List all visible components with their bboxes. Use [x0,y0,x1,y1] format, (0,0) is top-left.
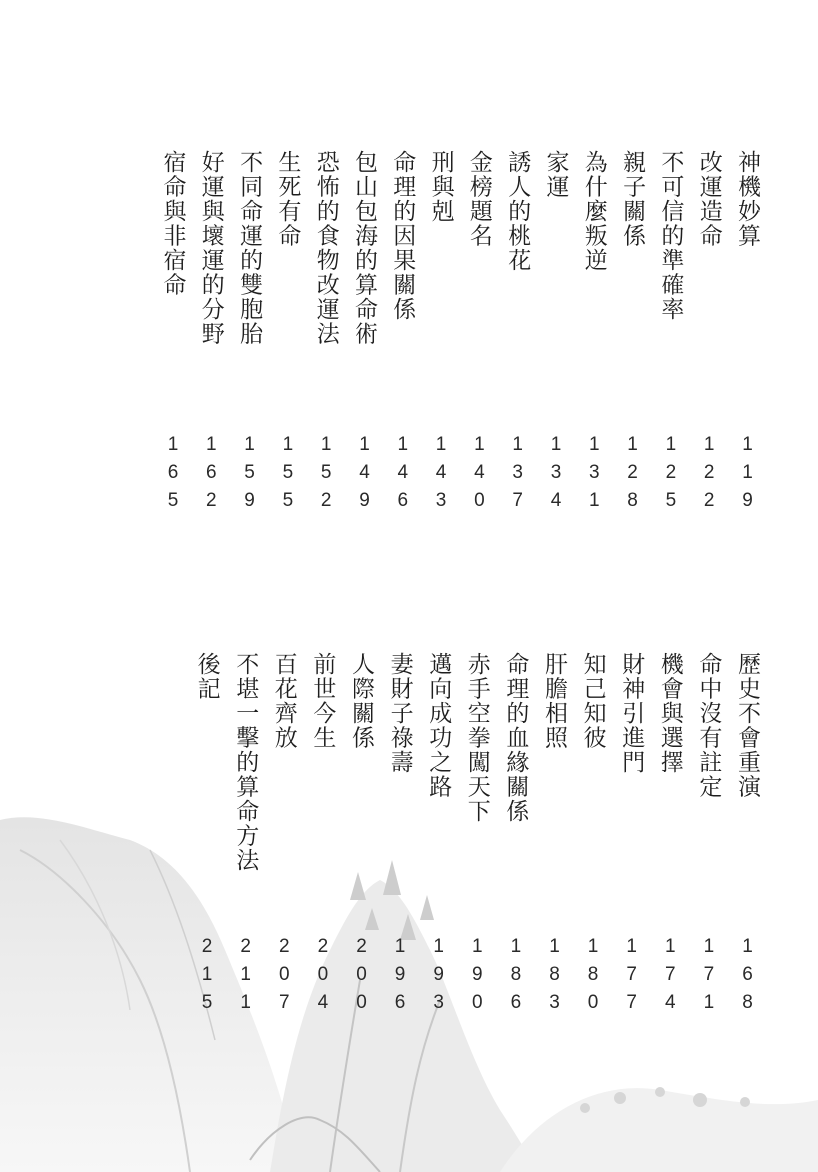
toc-entry-page-number: 140 [468,434,490,518]
toc-entry-title: 誘人的桃花 [504,150,531,273]
toc-entry-page-number: 162 [200,434,222,518]
toc-entry-page-number: 183 [544,936,565,1020]
toc-entry-title: 歷史不會重演 [734,652,760,799]
toc-entry-title: 後記 [193,652,220,701]
toc-entry-page-number: 125 [660,434,682,518]
toc-entry-page-number: 190 [466,936,488,1020]
toc-entry-page-number: 177 [621,936,643,1020]
toc-entry-title: 肝膽相照 [541,652,567,750]
toc-entry-title: 不同命運的雙胞胎 [236,150,263,346]
toc-entry-page-number: 168 [737,936,758,1020]
toc-entry-title: 知己知彼 [579,652,606,750]
toc-entry-page-number: 200 [351,936,372,1020]
toc-entry-title: 百花齊放 [270,652,297,750]
toc-entry-page-number: 155 [277,434,299,518]
toc-entry-page-number: 134 [545,434,567,518]
toc-entry-title: 恐怖的食物改運法 [312,150,339,346]
toc-entry-title: 包山包海的算命術 [351,150,377,346]
toc-entry-page-number: 211 [235,936,257,1020]
toc-entry-page-number: 171 [698,936,720,1020]
toc-entry-page-number: 149 [354,434,375,518]
toc-entry-title: 命理的因果關係 [389,150,416,322]
toc-entry-title: 好運與壞運的分野 [197,150,224,346]
toc-entry-title: 命中沒有註定 [695,652,722,799]
toc-entry-page-number: 186 [505,936,527,1020]
toc-entry-page-number: 204 [312,936,334,1020]
toc-entry-page-number: 146 [392,434,414,518]
toc-entry-title: 生死有命 [274,150,301,248]
toc-entry-title: 神機妙算 [734,150,760,248]
toc-entry-page-number: 193 [428,936,450,1020]
toc-entry-title: 宿命與非宿命 [159,150,186,297]
toc-entry-page-number: 165 [162,434,184,518]
toc-entry-page-number: 152 [315,434,337,518]
toc-entry-title: 親子關係 [619,150,646,248]
toc-entry-title: 赤手空拳闖天下 [463,652,490,824]
toc-entry-page-number: 207 [273,936,295,1020]
toc-entry-title: 家運 [542,150,569,199]
toc-entry-title: 人際關係 [348,652,374,750]
toc-entry-page-number: 180 [582,936,604,1020]
toc-entry-title: 邁向成功之路 [425,652,452,799]
toc-entry-title: 為什麼叛逆 [580,150,607,273]
toc-entry-title: 不可信的準確率 [657,150,684,322]
toc-entry-page-number: 128 [622,434,644,518]
toc-entry-title: 命理的血緣關係 [502,652,529,824]
toc-entry-title: 金榜題名 [465,150,492,248]
toc-entry-title: 機會與選擇 [656,652,683,775]
toc-entry-page-number: 143 [430,434,452,518]
toc-entry-title: 妻財子祿壽 [386,652,413,775]
toc-entry-page-number: 122 [698,434,720,518]
toc-entry-page-number: 119 [737,434,758,518]
toc-entry-page-number: 137 [507,434,529,518]
toc-entry-title: 刑與剋 [427,150,454,224]
toc-entry-title: 前世今生 [309,652,336,750]
toc-entry-page-number: 215 [196,936,218,1020]
toc-entry-page-number: 174 [659,936,681,1020]
toc-entry-page-number: 131 [583,434,605,518]
toc-entry-title: 改運造命 [695,150,722,248]
toc-entry-title: 財神引進門 [618,652,645,775]
toc-entry-page-number: 159 [239,434,261,518]
toc-entry-page-number: 196 [389,936,411,1020]
toc-entry-title: 不堪一擊的算命方法 [232,652,259,873]
